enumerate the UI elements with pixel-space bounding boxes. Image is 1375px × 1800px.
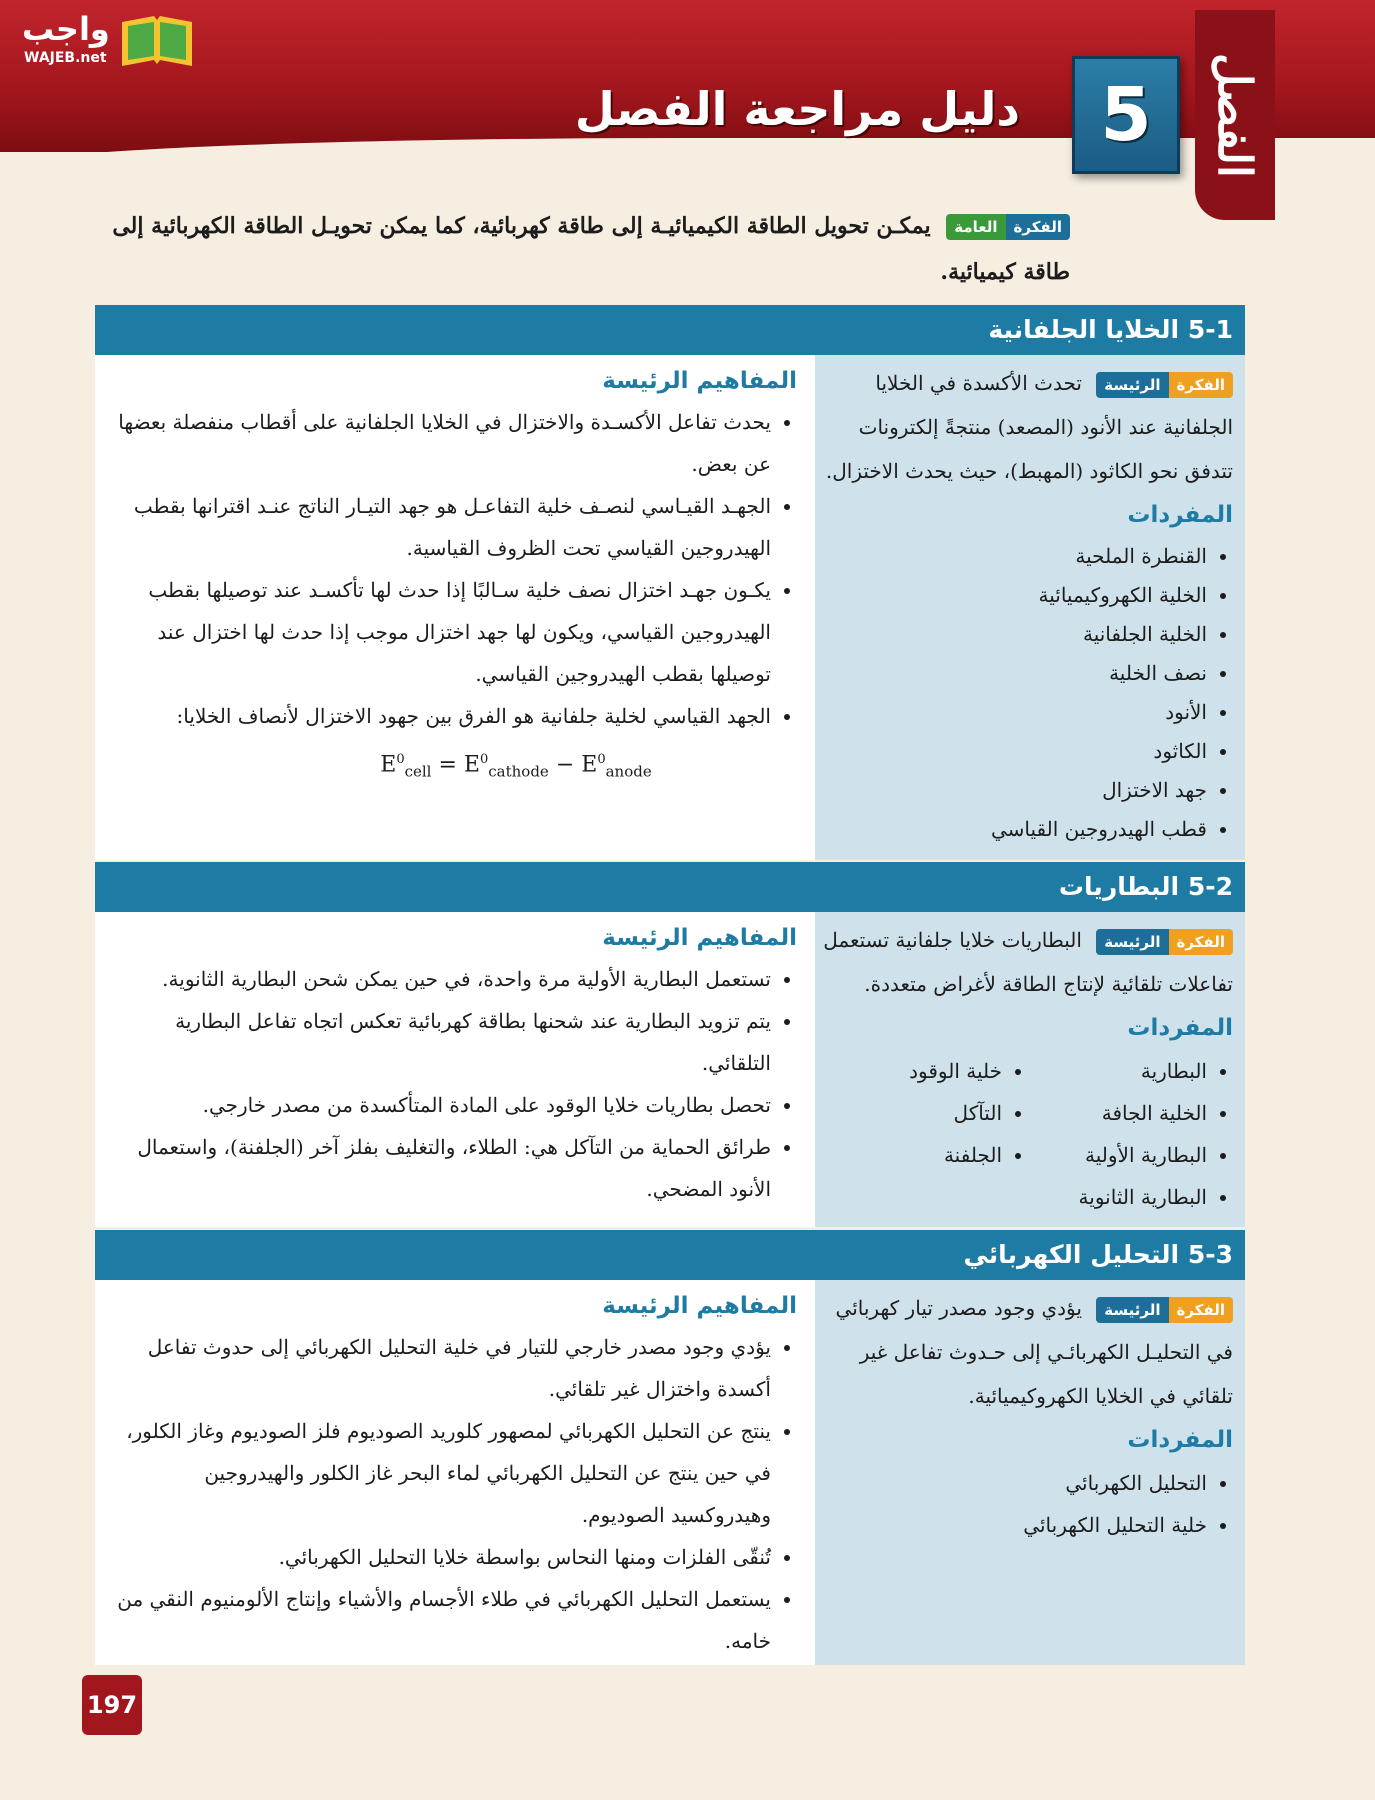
- formula-subscript-cathode: cathode: [488, 762, 549, 781]
- vocab-item: • خلية التحليل الكهربائي: [823, 1504, 1207, 1546]
- idea-tag: الفكرة: [1169, 929, 1233, 955]
- vocab-title: المفردات: [1127, 1015, 1233, 1041]
- formula-symbol: E: [581, 752, 598, 778]
- main-idea-panel: [815, 355, 1245, 860]
- vocab-item: • قطب الهيدروجين القياسي: [823, 810, 1207, 849]
- vocab-item: • الجلفنة: [823, 1134, 1002, 1176]
- formula-superscript: 0: [479, 752, 489, 767]
- section-electrolysis: [95, 1230, 1245, 1665]
- vocab-item: • الخلية الجلفانية: [823, 615, 1207, 654]
- formula-equals: =: [438, 752, 457, 778]
- main-idea-panel: [815, 1280, 1245, 1665]
- big-idea-tag: الفكرة: [1006, 214, 1070, 240]
- vocab-item: • خلية الوقود: [823, 1050, 1002, 1092]
- formula-subscript-cell: cell: [404, 762, 432, 781]
- cell-potential-formula: [105, 737, 797, 795]
- key-concepts-title: المفاهيم الرئيسة: [602, 368, 797, 394]
- book-icon: [118, 12, 196, 70]
- vocab-item: • الخلية الجافة: [1028, 1092, 1207, 1134]
- section-title: 5-2 البطاريات: [95, 862, 1245, 912]
- main-tag: الرئيسة: [1096, 372, 1168, 398]
- key-concepts-title: المفاهيم الرئيسة: [602, 1293, 797, 1319]
- idea-tag: الفكرة: [1169, 372, 1233, 398]
- key-concept-item: • يؤدي وجود مصدر خارجي للتيار في خلية التحليل الكهربائي إلى حدوث تفاعل أكسدة واختزال غير تلقائي.: [105, 1326, 771, 1410]
- key-concept-item: • ينتج عن التحليل الكهربائي لمصهور كلوريد الصوديوم فلز الصوديوم وغاز الكلور، في حين ينتج عن التحليل الكهربائي لماء البحر غاز الكلور والهيدروجين وهيدروكسيد الصوديوم.: [105, 1410, 771, 1536]
- vocab-item: • الكاثود: [823, 732, 1207, 771]
- section-title: 5-3 التحليل الكهربائي: [95, 1230, 1245, 1280]
- page-title: دليل مراجعة الفصل: [574, 82, 1020, 136]
- vocab-item: • البطارية الأولية: [1028, 1134, 1207, 1176]
- vocab-title: المفردات: [1127, 1427, 1233, 1453]
- logo-latin-text: WAJEB.net: [24, 50, 107, 66]
- vocab-item: • التآكل: [823, 1092, 1002, 1134]
- formula-superscript: 0: [396, 752, 405, 767]
- section-title: 5-1 الخلايا الجلفانية: [95, 305, 1245, 355]
- idea-tag: الفكرة: [1169, 1297, 1233, 1323]
- vocab-item: • البطارية الثانوية: [1028, 1176, 1207, 1218]
- key-concept-item: • يحدث تفاعل الأكسـدة والاختزال في الخلايا الجلفانية على أقطاب منفصلة بعضها عن بعض.: [105, 401, 771, 485]
- formula-subscript-anode: anode: [605, 762, 652, 781]
- main-idea: [823, 1286, 1233, 1418]
- vocab-item: • جهد الاختزال: [823, 771, 1207, 810]
- vocab-title: المفردات: [1127, 502, 1233, 528]
- main-idea-text: تحدث الأكسدة في الخلايا الجلفانية عند الأنود (المصعد) منتجةً إلكترونات تتدفق نحو الكاثود (المهبط)، حيث يحدث الاختزال.: [825, 371, 1233, 483]
- key-concepts-panel: [95, 355, 815, 860]
- main-idea: [823, 361, 1233, 493]
- vocab-item: • الخلية الكهروكيميائية: [823, 576, 1207, 615]
- chapter-number: 5: [1100, 72, 1152, 158]
- key-concepts-list: [105, 401, 797, 737]
- big-idea-text: يمكـن تحويل الطاقة الكيميائيـة إلى طاقة كهربائية، كما يمكن تحويـل الطاقة الكهربائية إلى طاقة كيميائية.: [112, 213, 1070, 285]
- vocab-item: • التحليل الكهربائي: [823, 1462, 1207, 1504]
- key-concept-item: • يكـون جهـد اختزال نصف خلية سـالبًا إذا حدث لها تأكسـد عند توصيلها بقطب الهيدروجين القياسي، ويكون لها جهد اختزال موجب إذا حدث لها اختزال عند توصيلها بقطب الهيدروجين القياسي.: [105, 569, 771, 695]
- vocab-item: • البطارية: [1028, 1050, 1207, 1092]
- key-concepts-list: [105, 1326, 797, 1662]
- vocab-list-col1: [1028, 1050, 1233, 1218]
- logo-arabic-text: واجب: [22, 10, 110, 48]
- vocab-item: • نصف الخلية: [823, 654, 1207, 693]
- main-tag: الرئيسة: [1096, 929, 1168, 955]
- key-concept-item: • الجهـد القيـاسي لنصـف خلية التفاعـل هو جهد التيـار الناتج عنـد اقترانها بقطب الهيدروجين القياسي تحت الظروف القياسية.: [105, 485, 771, 569]
- key-concept-item: • طرائق الحماية من التآكل هي: الطلاء، والتغليف بفلز آخر (الجلفنة)، واستعمال الأنود المضحي.: [105, 1126, 771, 1210]
- vocab-list-col2: [823, 1050, 1028, 1218]
- key-concept-item: • يستعمل التحليل الكهربائي في طلاء الأجسام والأشياء وإنتاج الألومنيوم النقي من خامه.: [105, 1578, 771, 1662]
- key-concept-item: • تحصل بطاريات خلايا الوقود على المادة المتأكسدة من مصدر خارجي.: [105, 1084, 771, 1126]
- vocab-grid: [823, 1050, 1233, 1218]
- chapter-label: الفصل: [1208, 52, 1262, 178]
- formula-symbol: E: [463, 752, 480, 778]
- vocab-item: • القنطرة الملحية: [823, 537, 1207, 576]
- vocab-list: [823, 1462, 1233, 1546]
- formula-minus: −: [555, 752, 575, 778]
- site-logo[interactable]: [10, 6, 190, 72]
- big-idea: [100, 203, 1070, 295]
- chapter-number-box: [1072, 56, 1180, 174]
- main-idea-text: البطاريات خلايا جلفانية تستعمل تفاعلات تلقائية لإنتاج الطاقة لأغراض متعددة.: [823, 928, 1233, 996]
- chapter-label-tab: [1195, 10, 1275, 220]
- section-galvanic-cells: [95, 305, 1245, 860]
- main-idea-text: يؤدي وجود مصدر تيار كهربائي في التحليـل الكهربائـي إلى حـدوث تفاعل غير تلقائي في الخلايا الكهروكيميائية.: [835, 1296, 1233, 1408]
- key-concept-item: • يتم تزويد البطارية عند شحنها بطاقة كهربائية تعكس اتجاه تفاعل البطارية التلقائي.: [105, 1000, 771, 1084]
- formula-superscript: 0: [597, 752, 606, 767]
- vocab-list: [823, 537, 1233, 849]
- main-idea-panel: [815, 912, 1245, 1227]
- key-concepts-panel: [95, 1280, 815, 1665]
- main-tag: الرئيسة: [1096, 1297, 1168, 1323]
- page-number: 197: [82, 1675, 142, 1735]
- section-batteries: [95, 862, 1245, 1227]
- key-concept-item: • الجهد القياسي لخلية جلفانية هو الفرق بين جهود الاختزال لأنصاف الخلايا:: [105, 695, 771, 737]
- key-concept-item: • تُنقّى الفلزات ومنها النحاس بواسطة خلايا التحليل الكهربائي.: [105, 1536, 771, 1578]
- main-idea: [823, 918, 1233, 1006]
- vocab-item: • الأنود: [823, 693, 1207, 732]
- key-concepts-panel: [95, 912, 815, 1227]
- formula-symbol: E: [380, 752, 397, 778]
- key-concepts-list: [105, 958, 797, 1210]
- big-idea-tag-general: العامة: [946, 214, 1005, 240]
- key-concept-item: • تستعمل البطارية الأولية مرة واحدة، في حين يمكن شحن البطارية الثانوية.: [105, 958, 771, 1000]
- key-concepts-title: المفاهيم الرئيسة: [602, 925, 797, 951]
